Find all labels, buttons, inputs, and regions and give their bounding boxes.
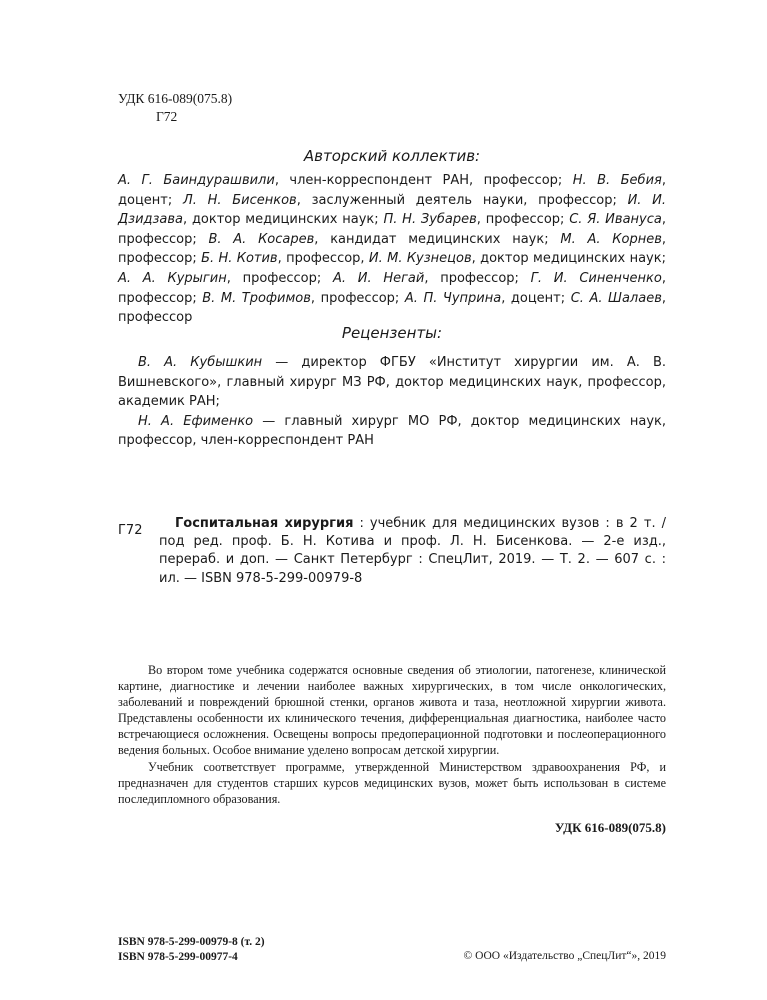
author-desc: , профессор; (476, 212, 570, 228)
author-name: В. А. Косарев (208, 231, 315, 247)
reviewers-heading: Рецензенты: (341, 324, 443, 342)
author-desc: , член-корреспондент РАН, профессор; (274, 173, 573, 188)
bibliographic-record (159, 515, 666, 588)
annotation-paragraph: Учебник соответствует программе, утвержденной Министерством здравоохранения РФ, и предназначен для студентов старших курсов медицинских вузов, может быть использован в системе последипломного образования. (118, 759, 666, 806)
reviewer-name: Н. А. Ефименко (138, 413, 254, 429)
author-name: П. Н. Зубарев (383, 212, 477, 228)
isbn-set: ISBN 978-5-299-00977-4 (118, 951, 238, 963)
author-desc: , профессор; (118, 212, 666, 247)
udk-code: УДК 616-089(075.8) (118, 91, 233, 106)
author-desc: , доктор медицинских наук; (471, 251, 666, 267)
author-desc: , доцент; (501, 290, 571, 306)
author-desc: , профессор; (310, 290, 405, 306)
reviewer-desc: — главный хирург МО РФ, доктор медицинских наук, профессор, член-корреспондент РАН (118, 413, 666, 449)
author-name: А. И. Негай (333, 270, 425, 286)
author-desc: , профессор (118, 290, 666, 326)
isbn-volume: ISBN 978-5-299-00979-8 (т. 2) (118, 936, 265, 948)
author-index: Г72 (156, 109, 178, 124)
author-name: А. Г. Баиндурашвили (118, 173, 275, 188)
author-name: И. И. Дзидзава (118, 192, 666, 228)
author-desc: , кандидат медицинских наук; (314, 231, 561, 247)
author-name: М. А. Корнев (560, 231, 662, 247)
reviewer-name: В. А. Кубышкин (138, 355, 263, 370)
biblio-index: Г72 (118, 523, 143, 538)
reviewer-entry (118, 353, 666, 412)
reviewer-desc: — директор ФГБУ «Институт хирургии им. А. В. Вишневского», главный хирург МЗ РФ, доктор медицинских наук, профессор, академик РАН; (118, 355, 666, 410)
author-name: С. Я. Ивануса (569, 212, 662, 228)
udk-header (118, 90, 232, 126)
author-desc: , профессор; (118, 231, 667, 267)
author-name: А. П. Чуприна (404, 290, 502, 306)
reviewer-entry (118, 412, 666, 451)
author-desc: , профессор, (277, 251, 369, 267)
copyright-notice: © ООО «Издательство „СпецЛит“», 2019 (463, 950, 666, 962)
authors-list (118, 171, 666, 328)
author-name: А. А. Курыгин (118, 270, 227, 286)
isbn-block (118, 935, 265, 965)
author-name: И. М. Кузнецов (368, 251, 472, 267)
annotation (118, 662, 666, 807)
author-name: Н. В. Бебия (572, 173, 662, 188)
author-name: С. А. Шалаев (570, 290, 662, 306)
author-desc: , профессор; (424, 270, 531, 286)
udk-footer-code: УДК 616-089(075.8) (554, 820, 666, 835)
author-desc: , заслуженный деятель науки, профессор; (296, 192, 628, 208)
book-title: Госпитальная хирургия (175, 516, 354, 531)
annotation-paragraph: Во втором томе учебника содержатся основные сведения об этиологии, патогенезе, клинической картине, диагностике и лечении наиболее важных хирургических, в том числе онкологических, заболеваний и повреждений брюшной стенки, органов живота и таза, неотложной хирургии живота. Представлены особенности их клинического течения, дифференциальная диагностика, наиболее часто встречающиеся осложнения. Освещены вопросы предоперационной подготовки и послеоперационного ведения больных. Особое внимание уделено вопросам детской хирургии. (118, 663, 666, 758)
author-desc: , профессор; (226, 270, 333, 286)
author-name: Л. Н. Бисенков (182, 192, 297, 208)
author-desc: , доктор медицинских наук; (183, 212, 384, 228)
author-desc: , профессор; (118, 270, 666, 306)
authors-heading: Авторский коллектив: (303, 147, 481, 165)
author-name: В. М. Трофимов (202, 290, 311, 306)
author-name: Б. Н. Котив (201, 251, 278, 267)
biblio-details: : учебник для медицинских вузов : в 2 т. / под ред. проф. Б. Н. Котива и проф. Л. Н. Бисенкова. — 2-е изд., перераб. и доп. — Санкт Петербург : СпецЛит, 2019. — Т. 2. — 607 с. : ил. — ISBN 978-5-299-00979-8 (159, 516, 666, 586)
reviewers-list (118, 353, 666, 451)
author-name: Г. И. Синенченко (530, 270, 662, 286)
author-desc: , доцент; (118, 173, 666, 208)
